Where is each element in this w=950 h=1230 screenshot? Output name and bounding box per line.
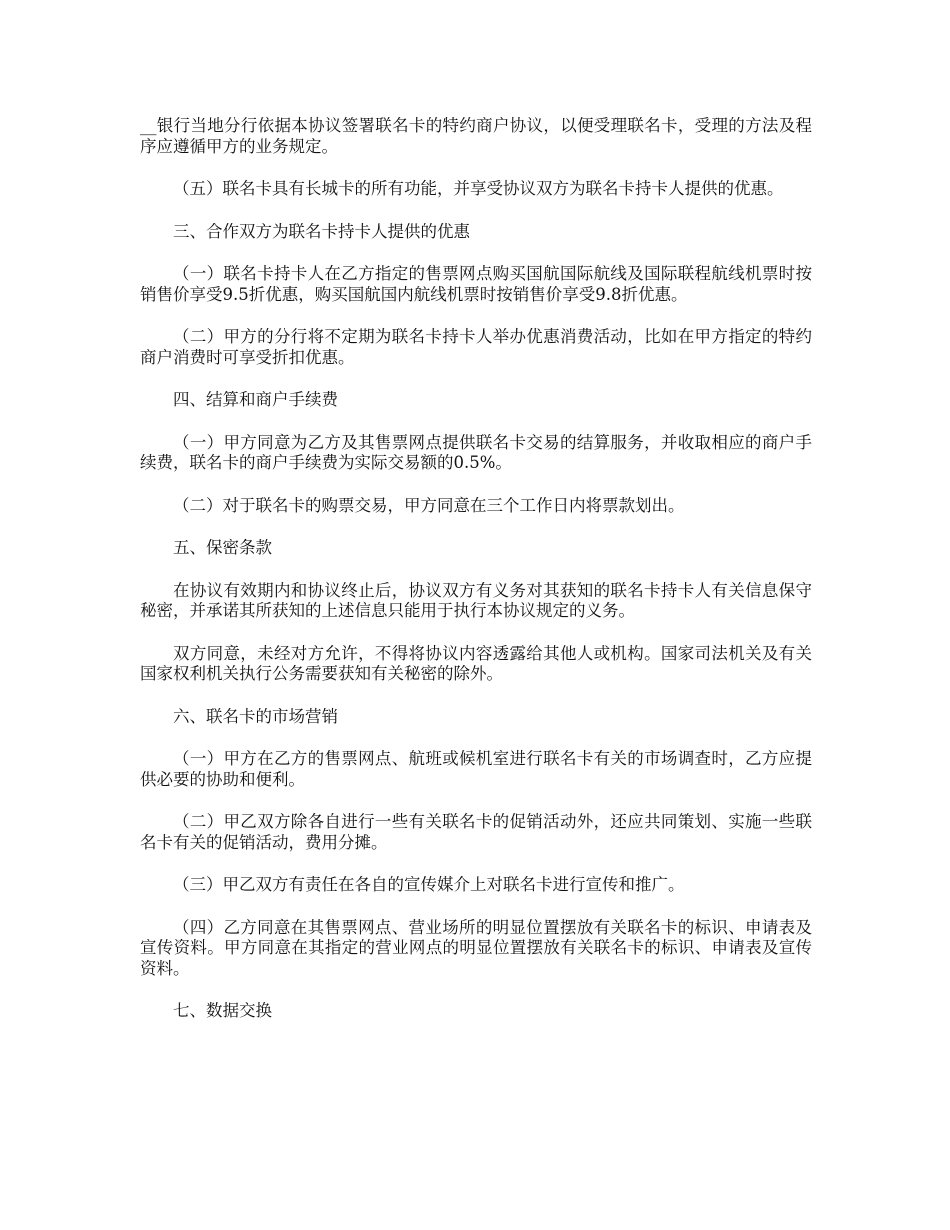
section-heading-5: 五、保密条款 xyxy=(173,538,272,557)
paragraph-confidentiality-obligation: 在协议有效期内和协议终止后，协议双方有义务对其获知的联名卡持卡人有关信息保守秘密，并承诺其所获知的上述信息只能用于执行本协议规定的义务。 xyxy=(140,580,812,620)
section-heading-3: 三、合作双方为联名卡持卡人提供的优惠 xyxy=(173,221,470,241)
paragraph-ticket-discount: （一）联名卡持卡人在乙方指定的售票网点购买国航国际航线及国际联程航线机票时按销售价享受9.5折优惠，购买国航国内航线机票时按销售价享受9.8折优惠。 xyxy=(140,264,812,304)
paragraph-market-research: （一）甲方在乙方的售票网点、航班或候机室进行联名卡有关的市场调查时，乙方应提供必要的协助和便利。 xyxy=(140,749,812,789)
paragraph-branch-promotions: （二）甲方的分行将不定期为联名卡持卡人举办优惠消费活动，比如在甲方指定的特约商户消费时可享受折扣优惠。 xyxy=(140,327,812,367)
paragraph-payment-transfer: （二）对于联名卡的购票交易，甲方同意在三个工作日内将票款划出。 xyxy=(173,495,685,515)
paragraph-disclosure-consent: 双方同意，未经对方允许，不得将协议内容透露给其他人或机构。国家司法机关及有关国家权利机关执行公务需要获知有关秘密的除外。 xyxy=(140,643,812,683)
section-heading-4: 四、结算和商户手续费 xyxy=(173,390,338,409)
paragraph-media-promotion: （三）甲乙双方有责任在各自的宣传媒介上对联名卡进行宣传和推广。 xyxy=(173,875,685,894)
paragraph-clause-5-card-functions: （五）联名卡具有长城卡的所有功能，并享受协议双方为联名卡持卡人提供的优惠。 xyxy=(173,179,784,198)
paragraph-bank-merchant-agreement: __银行当地分行依据本协议签署联名卡的特约商户协议，以便受理联名卡，受理的方法及程序应遵循甲方的业务规定。 xyxy=(140,116,812,156)
section-heading-6: 六、联名卡的市场营销 xyxy=(173,706,338,726)
paragraph-joint-promotions: （二）甲乙双方除各自进行一些有关联名卡的促销活动外，还应共同策划、实施一些联名卡有关的促销活动，费用分摊。 xyxy=(140,812,812,852)
section-heading-7: 七、数据交换 xyxy=(173,1001,272,1020)
paragraph-settlement-fee: （一）甲方同意为乙方及其售票网点提供联名卡交易的结算服务，并收取相应的商户手续费，联名卡的商户手续费为实际交易额的0.5%。 xyxy=(140,432,812,472)
document-body xyxy=(140,116,812,1044)
paragraph-display-materials: （四）乙方同意在其售票网点、营业场所的明显位置摆放有关联名卡的标识、申请表及宣传资料。甲方同意在其指定的营业网点的明显位置摆放有关联名卡的标识、申请表及宣传资料。 xyxy=(140,917,812,978)
